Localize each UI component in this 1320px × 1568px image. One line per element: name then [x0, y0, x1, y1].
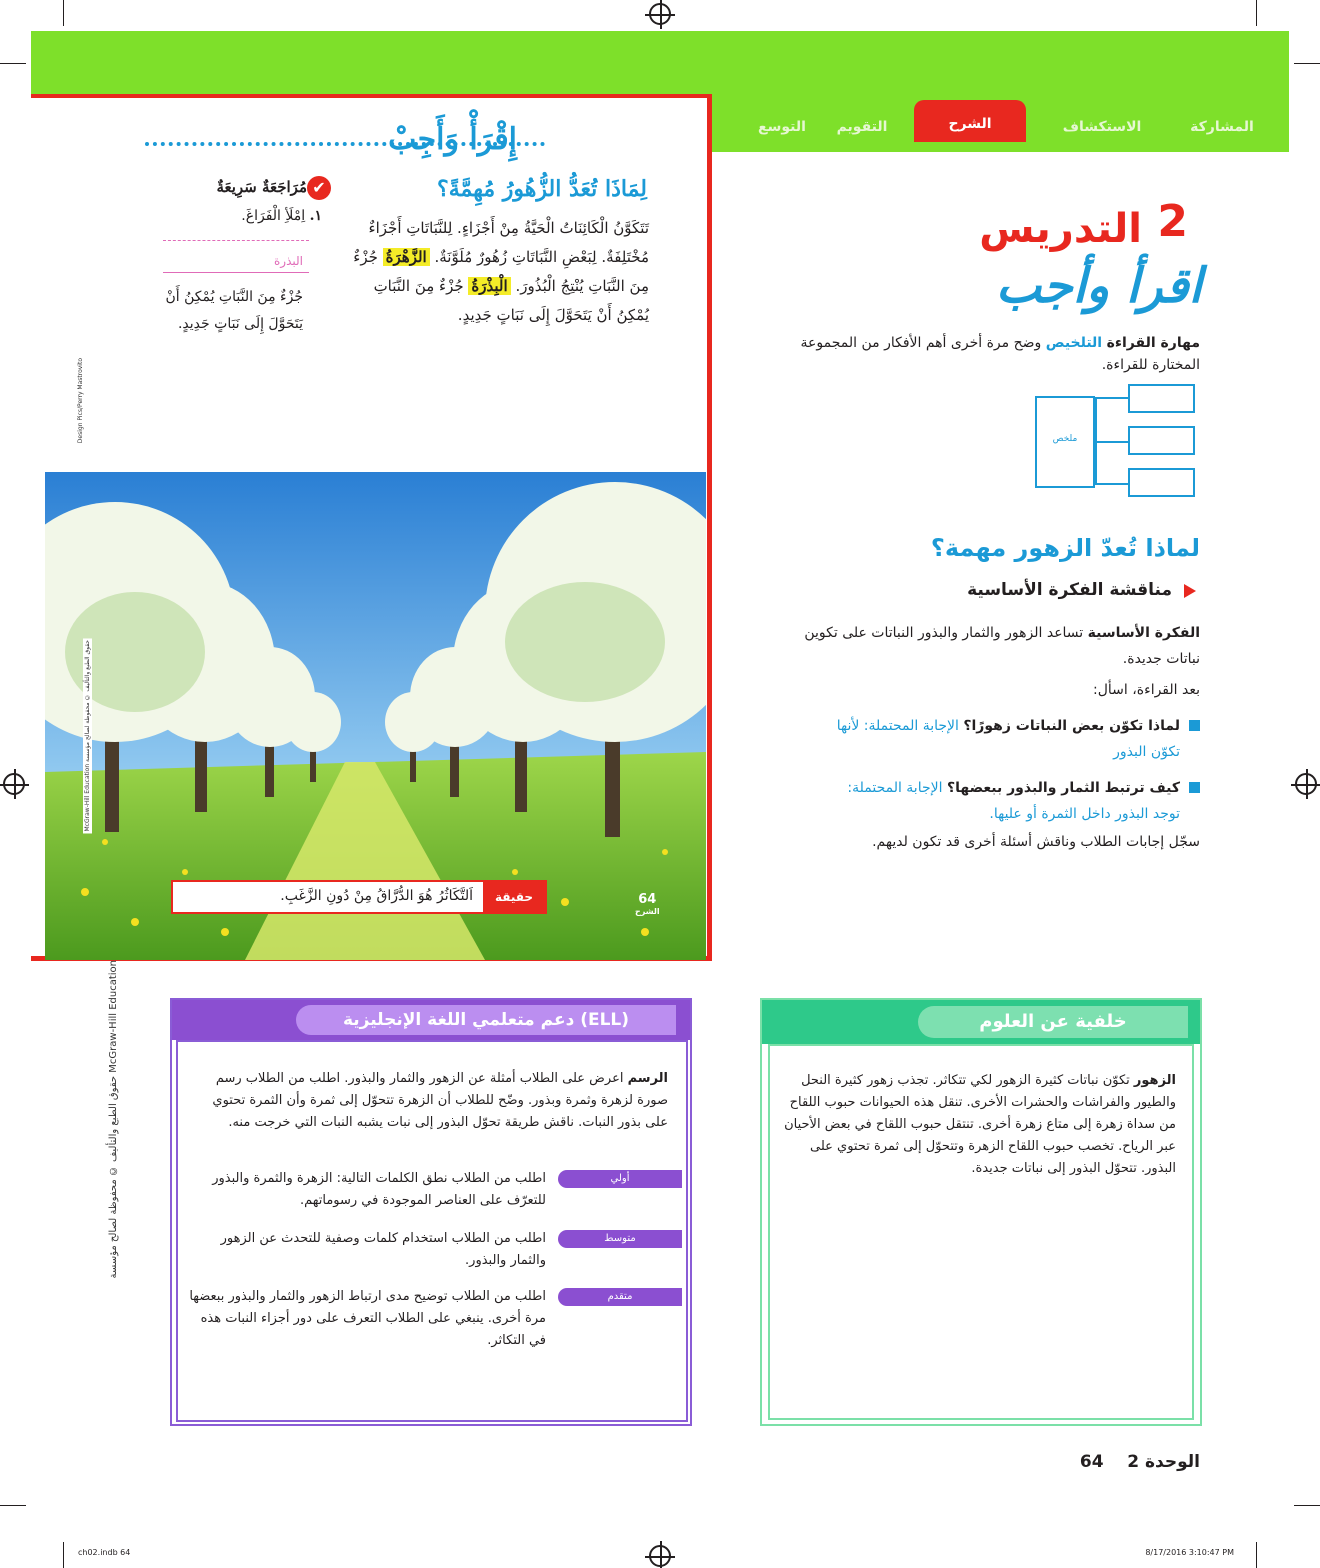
photo-credit-vertical: McGraw-Hill Education حقوق الطبع والتأليف © محفوظة لصالح مؤسسة [84, 640, 91, 832]
science-term: الزهور [1133, 1073, 1176, 1088]
page-title: إِقْرَأْ وَأَجِبْ [388, 122, 517, 157]
flower-definition: جُزْءٌ مِنَ النَّبَاتِ يُنْتِجُ الْبُذُورَ. [353, 248, 649, 295]
answer-text: الإجابة المحتملة: توجد البذور داخل الثمرة أو عليها. [847, 780, 1180, 822]
page-number: 64 [638, 892, 657, 907]
tab-elaborate[interactable]: التوسع [758, 119, 806, 135]
registration-mark-icon [649, 3, 671, 25]
level-tag-intermediate: متوسط [558, 1230, 682, 1248]
intro-paragraph [349, 214, 649, 330]
skill-text: وضح مرة أخرى أهم الأفكار من المجموعة المختارة للقراءة. [800, 335, 1200, 373]
footer-unit: الوحدة 2 [1127, 1452, 1200, 1472]
level-tag-beginning: أولي [558, 1170, 682, 1188]
after-reading: بعد القراءة، اسأل: [1093, 682, 1200, 698]
quick-review-title: مُرَاجَعَةٌ سَرِيعَةٌ [216, 178, 307, 196]
student-page-number [635, 894, 660, 918]
summary-box [1035, 396, 1095, 488]
crop-mark [1294, 63, 1320, 64]
flower-term: الزَّهْرَةُ [383, 248, 430, 266]
footer-page-number [1080, 1452, 1200, 1472]
science-box-header [762, 1000, 1200, 1044]
crop-mark [0, 1505, 26, 1506]
tab-evaluate[interactable]: التقويم [836, 119, 888, 135]
science-paragraph: تكوّن نباتات كثيرة الزهور لكي تتكاثر. تجذب زهور كثيرة النحل والطيور والفراشات والحشرات الأخرى. تنقل هذه الحيوانات حبوب اللقاح من سداة زهرة إلى متاع زهرة أخرى. تنتقل حبوب اللقاح في بعض الأحيان عبر الرياح. تخصب حبوب اللقاح الزهرة وتتحوّل إلى ثمرة تحتوي على البذور. تتحوّل البذور إلى نباتات جديدة. [784, 1073, 1176, 1176]
ell-box-body [176, 1040, 688, 1422]
print-slug-file: ch02.indb 64 [78, 1548, 131, 1557]
registration-mark-icon [3, 773, 25, 795]
teach-heading: التدريس [979, 206, 1142, 252]
quick-review-definition: جُزْءٌ مِنَ النَّبَاتِ يُمْكِنُ أَنْ يَتَحَوَّلَ إِلَى نَبَاتٍ جَدِيدٍ. [165, 289, 303, 332]
answer-text: الإجابة المحتملة: لأنها تكوّن البذور [836, 718, 1180, 760]
ell-box-header [172, 1000, 690, 1040]
detail-box [1128, 384, 1195, 413]
main-idea-label: الفكرة الأساسية [1087, 625, 1200, 641]
crop-mark [1256, 0, 1257, 26]
ell-level2-text: اطلب من الطلاب استخدام كلمات وصفية للتحدث عن الزهور والثمار والبذور. [220, 1231, 546, 1268]
crop-mark [63, 0, 64, 26]
registration-mark-icon [1295, 773, 1317, 795]
crop-mark [1256, 1542, 1257, 1568]
square-bullet-icon [1189, 782, 1200, 793]
quick-review-question [241, 208, 322, 224]
intro-text: تَتَكَوَّنُ الْكَائِنَاتُ الْحَيَّةُ مِنْ أَجْزَاءٍ. لِلنَّبَاتَاتِ أَجْزَاءٌ مُخْتَلِفَةٌ. لِبَعْضِ النَّبَاتَاتِ زُهُورٌ مُلَوَّنَةٌ. [368, 219, 649, 266]
registration-mark-icon [649, 1545, 671, 1567]
tab-engage[interactable]: المشاركة [1190, 119, 1254, 135]
section-heading: لِمَاذَا تُعَدُّ الزُّهُورُ مُهِمَّةً؟ [437, 176, 647, 202]
reading-skill [790, 332, 1200, 376]
answer-dashed-line [163, 240, 309, 241]
question-1 [820, 713, 1180, 765]
tab-explain[interactable]: الشرح [914, 100, 1026, 142]
print-slug-date: 8/17/2016 3:10:47 PM [1145, 1548, 1234, 1557]
copyright-credit: حقوق الطبع والتأليف © محفوظة لصالح مؤسسة McGraw-Hill Education [108, 960, 119, 1279]
detail-box [1128, 468, 1195, 497]
photo-credit: Design Pics/Perry Mastrovito [77, 358, 84, 444]
crop-mark [63, 1542, 64, 1568]
read-answer-heading: اقرأ وأجب [995, 258, 1202, 314]
ell-box-title: دعم متعلمي اللغة الإنجليزية (ELL) [296, 1005, 676, 1035]
page-number-label: الشرح [635, 907, 660, 916]
crop-mark [1294, 1505, 1320, 1506]
connector-line [1095, 441, 1128, 443]
square-bullet-icon [1189, 720, 1200, 731]
crop-mark [0, 63, 26, 64]
record-answers: سجّل إجابات الطلاب وناقش أسئلة أخرى قد تكون لديهم. [872, 834, 1200, 850]
ell-level1-text: اطلب من الطلاب نطق الكلمات التالية: الزهرة والثمرة والبذور للتعرّف على العناصر الموجودة في رسوماتهم. [212, 1171, 546, 1208]
ell-support-box [170, 998, 692, 1426]
science-box-body [768, 1044, 1194, 1420]
arrow-icon [1184, 584, 1196, 598]
science-box-title: خلفية عن العلوم [918, 1006, 1188, 1038]
ell-level3-text: اطلب من الطلاب توضيح مدى ارتباط الزهور والثمار والبذور ببعضها مرة أخرى. ينبغي على الطلاب التعرف على دور أجزاء النبات هذه في التكاثر. [189, 1289, 546, 1348]
why-heading: لماذا تُعدّ الزهور مهمة؟ [930, 534, 1200, 562]
lesson-number: 2 [1157, 196, 1188, 247]
connector-line [1095, 397, 1097, 485]
question-text: لماذا تكوّن بعض النباتات زهورًا؟ [963, 718, 1180, 734]
skill-name: التلخيص [1045, 335, 1103, 351]
question-text: كيف ترتبط الثمار والبذور ببعضها؟ [946, 780, 1180, 796]
level-tag-advanced: متقدم [558, 1288, 682, 1306]
detail-box [1128, 426, 1195, 455]
main-idea [800, 620, 1200, 672]
footer-page: 64 [1079, 1452, 1104, 1472]
skill-label: مهارة القراءة [1106, 335, 1200, 351]
summary-label: ملخص [1052, 434, 1078, 444]
discuss-heading: مناقشة الفكرة الأساسية [967, 580, 1172, 600]
drawing-text: اعرض على الطلاب أمثلة عن الزهور والثمار والبذور. اطلب من الطلاب رسم صورة لزهرة وثمرة وبذور. وضّح للطلاب أن الزهرة تتحوّل إلى ثمرة وأن الثمرة تحتوي على بذور النبات. ناقش طريقة تحوّل البذور إلى نبات يشبه النبات التي خرجت منه. [212, 1071, 668, 1130]
tab-explore[interactable]: الاستكشاف [1062, 119, 1142, 135]
science-background-box [760, 998, 1202, 1426]
check-icon: ✔ [307, 176, 331, 200]
ell-drawing-text [188, 1068, 668, 1134]
answer-line [163, 272, 309, 273]
question-number: ١. [309, 208, 322, 224]
seed-term: الْبِذْرَةُ [468, 277, 510, 295]
answer-fill[interactable]: البذرة [274, 254, 303, 268]
fact-box [171, 880, 547, 914]
seed-definition: جُزْءٌ مِنَ النَّبَاتِ يُمْكِنُ أَنْ يَتَحَوَّلَ إِلَى نَبَاتٍ جَدِيدٍ. [373, 277, 649, 324]
connector-line [1095, 397, 1128, 399]
drawing-label: الرسم [627, 1071, 668, 1086]
student-page [31, 94, 712, 961]
fact-text: اَلتَّكَاثُرُ هُوَ الدُّرَّاقُ مِنْ دُونِ الزَّغَبِ. [280, 888, 473, 904]
fact-label: حقيقة [483, 882, 545, 912]
science-text [780, 1070, 1176, 1180]
lesson-nav [712, 114, 1289, 142]
question-text: اِمْلَأِ الْفَرَاغَ. [241, 208, 306, 224]
question-2 [820, 775, 1180, 827]
main-idea-text: تساعد الزهور والثمار والبذور النباتات على تكوين نباتات جديدة. [804, 625, 1200, 667]
connector-line [1095, 483, 1128, 485]
